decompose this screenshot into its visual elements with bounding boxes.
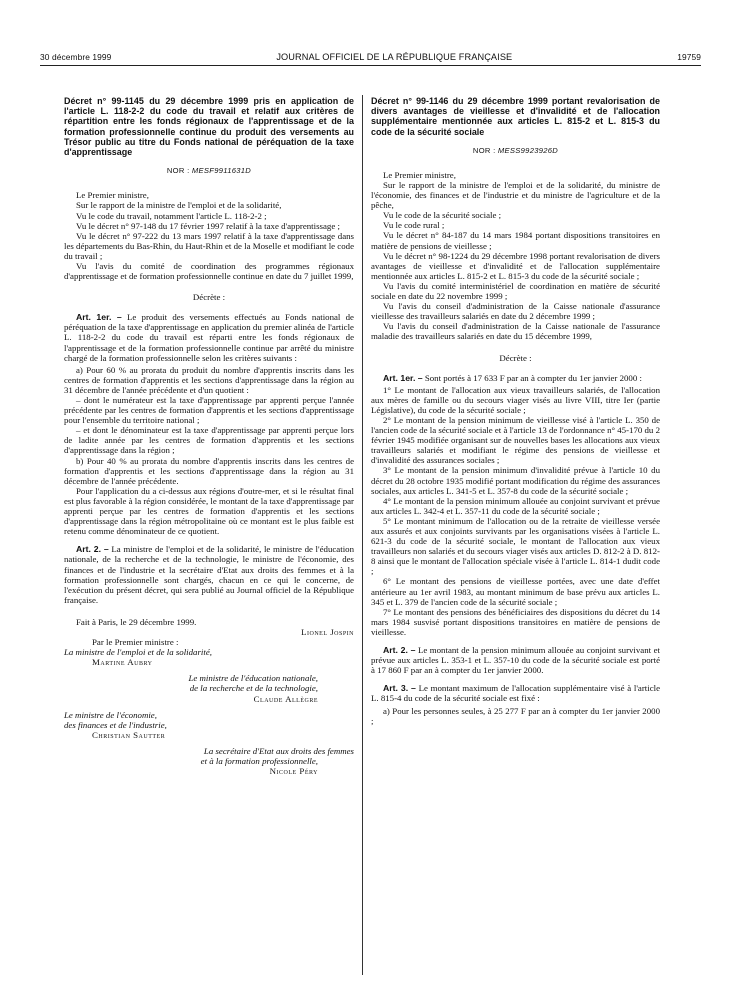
article-2-text: Le montant de la pension minimum allouée au conjoint survivant et prévue aux articles L. 353-1 et L. 357-10 du code de la sécurité sociale est porté à 17 860 F par an à compter du 1er janvier 2000.	[371, 645, 660, 676]
article-1-item: 6° Le montant des pensions de vieillesse portées, avec une date d'effet antérieure au 1er avril 1983, au montant minimum de base prévu aux articles L. 345 et L. 379 de l'ancien code de la sécurité sociale ;	[371, 576, 660, 607]
left-column	[64, 96, 354, 776]
header-journal-title: JOURNAL OFFICIEL DE LA RÉPUBLIQUE FRANÇAISE	[276, 52, 513, 62]
decree-title: Décret n° 99-1146 du 29 décembre 1999 portant revalorisation de divers avantages de vieillesse et d'invalidité et de l'allocation supplémentaire mentionnée aux articles L. 815-2 et L. 815-3 du code de la sécurité sociale	[371, 96, 660, 137]
decree-title: Décret n° 99-1145 du 29 décembre 1999 pris en application de l'article L. 118-2-2 du code du travail et relatif aux critères de répartition entre les fonds régionaux de l'apprentissage et de la formation professionnelle continue du produit des versements au Trésor public au titre du Fonds national de péréquation de la taxe d'apprentissage	[64, 96, 354, 158]
visa-paragraph: Vu le décret n° 98-1224 du 29 décembre 1998 portant revalorisation de divers avantages de vieillesse et d'invalidité et de l'allocation supplémentaire mentionnée aux articles L. 815-2 et L. 815-3 du code de la sécurité sociale ;	[371, 250, 660, 281]
visa-paragraph: Vu le code du travail, notamment l'article L. 118-2-2 ;	[76, 210, 267, 221]
article-1	[371, 373, 660, 383]
visa-paragraph: Vu l'avis du comité interministériel de coordination en matière de sécurité sociale en date du 22 novembre 1999 ;	[371, 280, 660, 302]
visa-paragraph: Vu le décret n° 97-148 du 17 février 1997 relatif à la taxe d'apprentissage ;	[76, 220, 340, 231]
visa-paragraph: Vu le code de la sécurité sociale ;	[383, 210, 502, 221]
signatory-name: Claude Allègre	[253, 693, 318, 704]
header-page-number: 19759	[677, 52, 701, 62]
article-1-item: 1° Le montant de l'allocation aux vieux travailleurs salariés, de l'allocation aux mères de famille ou du secours viager visés au livre VIII, titre Ier (partie Législative), du code de la sécurité sociale ;	[371, 384, 660, 415]
signatory-title: de la recherche et de la technologie,	[189, 683, 318, 694]
article-2-heading: Art. 2. –	[383, 645, 416, 656]
article-3	[371, 683, 660, 703]
signatory-name: Nicole Péry	[269, 766, 318, 777]
article-1-text: Le produit des versements effectués au Fonds national de péréquation de la taxe d'apprentissage en application du premier alinéa de l'article L. 118-2-2 du code du travail est réparti entre les fonds régionaux de l'apprentissage et de la formation professionnelle continue par arrêté du ministre chargé de la formation professionnelle selon les critères suivants :	[64, 312, 354, 363]
signatory-name: Christian Sautter	[92, 729, 166, 740]
article-1-item: 2° Le montant de la pension minimum de vieillesse visé à l'article L. 350 de l'ancien code de la sécurité sociale et à l'article 13 de l'ordonnance n° 45-170 du 2 février 1945 modifiée organisant sur de nouvelles bases les allocations aux vieux travailleurs salariés et modifiant le régime des pensions de vieillesse et d'invalidité des assurances sociales ;	[371, 414, 660, 466]
column-divider	[362, 95, 363, 975]
article-1-item-b: b) Pour 40 % au prorata du nombre d'apprentis inscrits dans les centres de formation d'apprentis et les sections d'apprentissage dans la région au 31 décembre de l'année précédente.	[64, 455, 354, 486]
visa-paragraph: Vu le décret n° 97-222 du 13 mars 1997 relatif à la taxe d'apprentissage dans les départements du Bas-Rhin, du Haut-Rhin et de la Moselle et modifiant le code du travail ;	[64, 230, 354, 261]
article-3-text: Le montant maximum de l'allocation supplémentaire visé à l'article L. 815-4 du code de la sécurité sociale est fixé :	[371, 683, 661, 704]
header-rule	[40, 65, 701, 66]
signature-date: Fait à Paris, le 29 décembre 1999.	[76, 616, 197, 627]
article-1-text: Sont portés à 17 633 F par an à compter du 1er janvier 2000 :	[424, 372, 642, 383]
signatory-title: La secrétaire d'Etat aux droits des femmes	[203, 745, 354, 756]
visa-paragraph: Vu l'avis du comité de coordination des programmes régionaux d'apprentissage et de formation professionnelle continue en date du 7 juillet 1999,	[64, 260, 354, 282]
article-1-item: 4° Le montant de la pension minimum allouée au conjoint survivant et prévue aux articles L. 342-4 et L. 357-11 du code de la sécurité sociale ;	[371, 495, 660, 516]
signatory-title: Le ministre de l'économie,	[64, 709, 157, 720]
nor-code: MESF9911631D	[191, 166, 252, 176]
signatory-title: Le ministre de l'éducation nationale,	[188, 673, 318, 684]
article-1-item: 3° Le montant de la pension minimum d'invalidité prévue à l'article 10 du décret du 28 octobre 1935 modifié portant modification du régime des assurances sociales, aux articles L. 341-5 et L. 357-8 du code de la sécurité sociale ;	[371, 465, 660, 496]
nor-reference	[64, 166, 354, 176]
article-1-heading: Art. 1er. –	[383, 372, 423, 383]
signatory-title: et à la formation professionnelle,	[200, 756, 318, 766]
visa-paragraph: Vu le décret n° 84-187 du 14 mars 1984 portant dispositions transitoires en matière de pensions de vieillesse ;	[371, 230, 660, 251]
nor-label: NOR :	[472, 145, 498, 155]
visa-paragraph: Vu le code rural ;	[383, 220, 445, 231]
article-2-heading: Art. 2. –	[76, 544, 109, 555]
header-date: 30 décembre 1999	[40, 52, 112, 62]
visa-paragraph: Sur le rapport de la ministre de l'emploi et de la solidarité,	[76, 200, 282, 211]
signatory-title: des finances et de l'industrie,	[64, 719, 167, 730]
article-1-item: 5° Le montant minimum de l'allocation ou de la retraite de vieillesse versée aux assurés et aux conjoints survivants par les organisations visées à l'article L. 621-3 du code de la sécurité sociale, le montant de l'allocation aux vieux travailleurs non salariés et du secours viager visés aux articles D. 812-2 à D. 812-8 ainsi que le montant de l'allocation spéciale visée à l'article L. 814-1 dudit code ;	[371, 515, 660, 577]
article-2-text: La ministre de l'emploi et de la solidarité, le ministre de l'éducation nationale, de la recherche et de la technologie, le ministre de l'économie, des finances et de l'industrie et la secrétaire d'Etat aux droits des femmes et à la formation professionnelle sont chargés, chacun en ce qui le concerne, de l'exécution du présent décret, qui sera publié au Journal officiel de la République française.	[64, 544, 354, 605]
visa-paragraph: Le Premier ministre,	[383, 169, 456, 180]
article-1-dash-2: – et dont le dénominateur est la taxe d'apprentissage par apprenti perçue lors de ladite année par les centres de formation d'apprentis et les sections d'apprentissage dans la région ;	[64, 425, 354, 456]
article-1-overseas: Pour l'application du a ci-dessus aux régions d'outre-mer, et si le résultat final est plus favorable à la région considérée, le montant de la taxe d'apprentissage par apprenti perçue par les centres de formation d'apprentis et les sections d'apprentissage dans la région métropolitaine où ce montant est le plus faible est retenu comme dénominateur de ce quotient.	[64, 485, 354, 537]
article-1-heading: Art. 1er. –	[76, 312, 122, 323]
nor-reference	[371, 146, 660, 156]
visa-paragraph: Vu l'avis du conseil d'administration de la Caisse nationale de l'assurance maladie des travailleurs salariés en date du 15 décembre 1999,	[371, 321, 660, 342]
decrete-heading: Décrète :	[499, 352, 532, 363]
article-3-item-a: a) Pour les personnes seules, à 25 277 F par an à compter du 1er janvier 2000 ;	[371, 705, 660, 726]
visa-paragraph: Sur le rapport de la ministre de l'emploi et de la solidarité, du ministre de l'économie, des finances et de l'industrie et du ministre de l'agriculture et de la pêche,	[371, 180, 660, 211]
decrete-heading: Décrète :	[192, 292, 226, 303]
article-3-heading: Art. 3. –	[383, 683, 416, 694]
signatory-name: Martine Aubry	[92, 657, 153, 668]
article-1	[64, 312, 354, 362]
signature-prime-minister: Lionel Jospin	[301, 626, 354, 637]
signature-par-pm: Par le Premier ministre :	[92, 637, 179, 648]
visa-paragraph: Le Premier ministre,	[76, 190, 149, 201]
page-header	[40, 52, 701, 62]
article-2	[371, 645, 660, 675]
article-1-item-a: a) Pour 60 % au prorata du produit du nombre d'apprentis inscrits dans les centres de formation d'apprentis et les sections d'apprentissage dans la région au 31 décembre de l'année précédente et d'un quotient :	[64, 364, 354, 395]
signatory-title: La ministre de l'emploi et de la solidarité,	[64, 647, 212, 658]
article-2	[64, 544, 354, 605]
nor-label: NOR :	[166, 166, 192, 176]
visa-paragraph: Vu l'avis du conseil d'administration de la Caisse nationale d'assurance vieillesse des travailleurs salariés en date du 2 décembre 1999 ;	[371, 301, 660, 322]
nor-code: MESS9923926D	[497, 145, 559, 155]
article-1-dash-1: – dont le numérateur est la taxe d'apprentissage par apprenti perçue l'année précédente par les centres de formation d'apprentis et les sections d'apprentissage pour l'ensemble du territoire national ;	[64, 395, 354, 426]
article-1-item: 7° Le montant des pensions des bénéficiaires des dispositions du décret du 14 mars 1984 susvisé portant dispositions transitoires en matière de pensions de vieillesse.	[371, 606, 660, 637]
right-column	[371, 96, 660, 726]
